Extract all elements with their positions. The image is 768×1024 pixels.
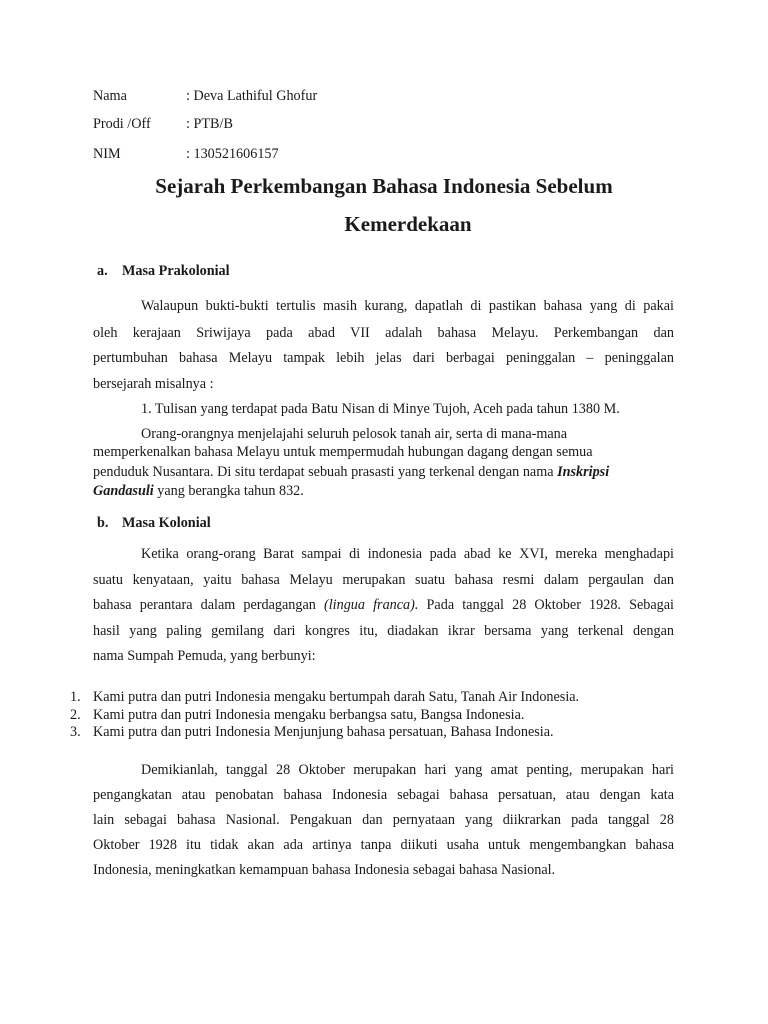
page-title-line-2: Kemerdekaan xyxy=(344,212,472,236)
paragraph-line: Ketika orang-orang Barat sampai di indonesia pada abad ke XVI, mereka menghadapi xyxy=(141,546,674,562)
paragraph-line: Orang-orangnya menjelajahi seluruh pelosok tanah air, serta di mana-mana xyxy=(141,426,568,442)
paragraph-text: Pada tanggal 28 Oktober 1928. Sebagai xyxy=(418,597,674,613)
paragraph-line: nama Sumpah Pemuda, yang berbunyi: xyxy=(93,648,316,664)
paragraph-line: Demikianlah, tanggal 28 Oktober merupakan hari yang amat penting, merupakan hari xyxy=(141,762,674,778)
paragraph-line xyxy=(93,596,674,615)
list-number: 2. xyxy=(70,707,81,723)
paragraph-line: pertumbuhan bahasa Melayu tampak lebih jelas dari berbagai peninggalan – peninggalan xyxy=(93,350,674,366)
list-item-batu-nisan: 1. Tulisan yang terdapat pada Batu Nisan di Minye Tujoh, Aceh pada tahun 1380 M. xyxy=(141,401,620,417)
paragraph-line: Walaupun bukti-bukti tertulis masih kurang, dapatlah di pastikan bahasa yang di pakai xyxy=(141,298,674,314)
section-a-marker: a. xyxy=(97,263,108,279)
emphasis-inskripsi: Inskripsi xyxy=(557,464,610,480)
paragraph-line: suatu kenyataan, yaitu bahasa Melayu merupakan suatu bahasa resmi dalam pergaulan dan xyxy=(93,572,674,588)
emphasis-gandasuli: Gandasuli xyxy=(93,483,154,499)
prodi-value: : PTB/B xyxy=(186,116,233,132)
list-item: Kami putra dan putri Indonesia Menjunjung bahasa persatuan, Bahasa Indonesia. xyxy=(93,724,554,740)
section-b-marker: b. xyxy=(97,515,109,531)
paragraph-line xyxy=(93,482,304,501)
paragraph-text: penduduk Nusantara. Di situ terdapat sebuah prasasti yang terkenal dengan nama xyxy=(93,464,558,480)
list-number: 3. xyxy=(70,724,81,740)
section-b-heading: Masa Kolonial xyxy=(122,515,211,531)
paragraph-line: lain sebagai bahasa Nasional. Pengakuan dan pernyataan yang diikrarkan pada tanggal 28 xyxy=(93,812,674,828)
paragraph-line: pengangkatan atau penobatan bahasa Indonesia sebagai bahasa persatuan, atau dengan kata xyxy=(93,787,674,803)
paragraph-line: Oktober 1928 itu tidak akan ada artinya tanpa diikuti usaha untuk mengembangkan bahasa xyxy=(93,837,674,853)
nim-value: : 130521606157 xyxy=(186,146,279,162)
italic-lingua-franca: (lingua franca). xyxy=(324,597,419,613)
section-a-heading: Masa Prakolonial xyxy=(122,263,230,279)
paragraph-line: hasil yang paling gemilang dari kongres itu, diadakan ikrar bersama yang terkenal dengan xyxy=(93,623,674,639)
prodi-label: Prodi /Off xyxy=(93,116,151,132)
paragraph-text: yang berangka tahun 832. xyxy=(153,483,304,499)
list-number: 1. xyxy=(70,689,81,705)
page-title-line-1: Sejarah Perkembangan Bahasa Indonesia Sebelum xyxy=(155,174,613,198)
nim-label: NIM xyxy=(93,146,121,162)
name-label: Nama xyxy=(93,88,127,104)
paragraph-line xyxy=(93,463,609,482)
paragraph-text: bahasa perantara dalam perdagangan xyxy=(93,597,324,613)
paragraph-line: oleh kerajaan Sriwijaya pada abad VII adalah bahasa Melayu. Perkembangan dan xyxy=(93,325,674,341)
paragraph-line: Indonesia, meningkatkan kemampuan bahasa Indonesia sebagai bahasa Nasional. xyxy=(93,862,556,878)
list-item: Kami putra dan putri Indonesia mengaku berbangsa satu, Bangsa Indonesia. xyxy=(93,707,525,723)
paragraph-line: memperkenalkan bahasa Melayu untuk mempermudah hubungan dagang dengan semua xyxy=(93,444,593,460)
list-item: Kami putra dan putri Indonesia mengaku bertumpah darah Satu, Tanah Air Indonesia. xyxy=(93,689,580,705)
paragraph-line: bersejarah misalnya : xyxy=(93,376,214,392)
name-value: : Deva Lathiful Ghofur xyxy=(186,88,318,104)
